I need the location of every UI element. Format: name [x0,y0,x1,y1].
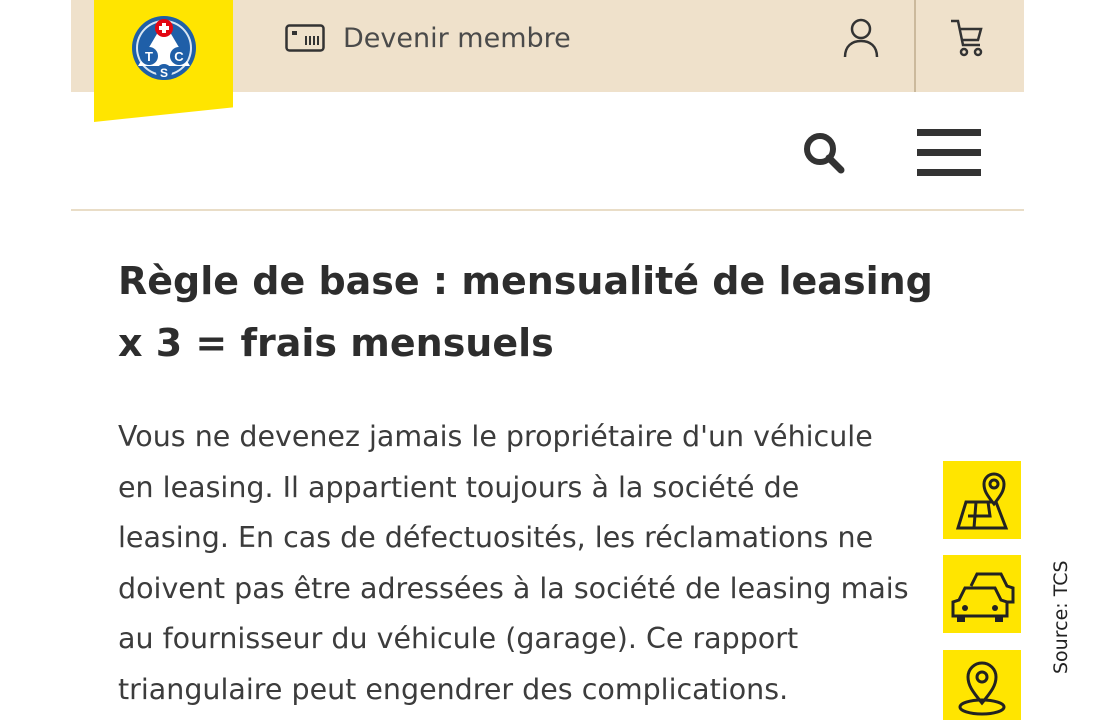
logo-letter-s: S [159,66,169,80]
paragraph-line: en leasing. Il appartient toujours à la société de [118,470,800,504]
cars-button[interactable] [943,555,1021,633]
become-member-link[interactable] [285,20,571,56]
user-account-icon[interactable] [841,17,881,59]
paragraph-line: doivent pas être adressées à la société de leasing mais [118,571,909,605]
nav-separator [71,209,1024,211]
shopping-cart-icon[interactable] [949,17,985,59]
map-button[interactable] [943,461,1021,539]
search-icon[interactable] [801,130,847,176]
paragraph-line: au fournisseur du véhicule (garage). Ce rapport [118,622,799,655]
map-icon [948,466,1016,534]
image-credit: Source: TCS [1050,560,1072,674]
article-heading [118,250,998,374]
heading-line: x 3 = frais mensuels [118,321,554,365]
article-paragraph [118,412,948,715]
logo-letter-t: T [145,49,153,64]
tcs-logo[interactable] [130,14,198,82]
page-frame [71,0,1024,720]
logo-letter-c: C [174,49,184,64]
membership-card-icon [285,24,325,52]
cars-icon [947,560,1017,628]
hamburger-menu-icon[interactable] [917,129,981,177]
header-divider [914,0,916,92]
become-member-label: Devenir membre [343,22,571,54]
location-pin-icon [948,655,1016,720]
paragraph-line: triangulaire peut engendrer des complications. [118,672,789,706]
heading-line: Règle de base : mensualité de leasing [118,259,933,303]
paragraph-line: Vous ne devenez jamais le propriétaire d'un véhicule [118,420,873,453]
paragraph-line: leasing. En cas de défectuosités, les réclamations ne [118,521,874,554]
location-button[interactable] [943,650,1021,720]
